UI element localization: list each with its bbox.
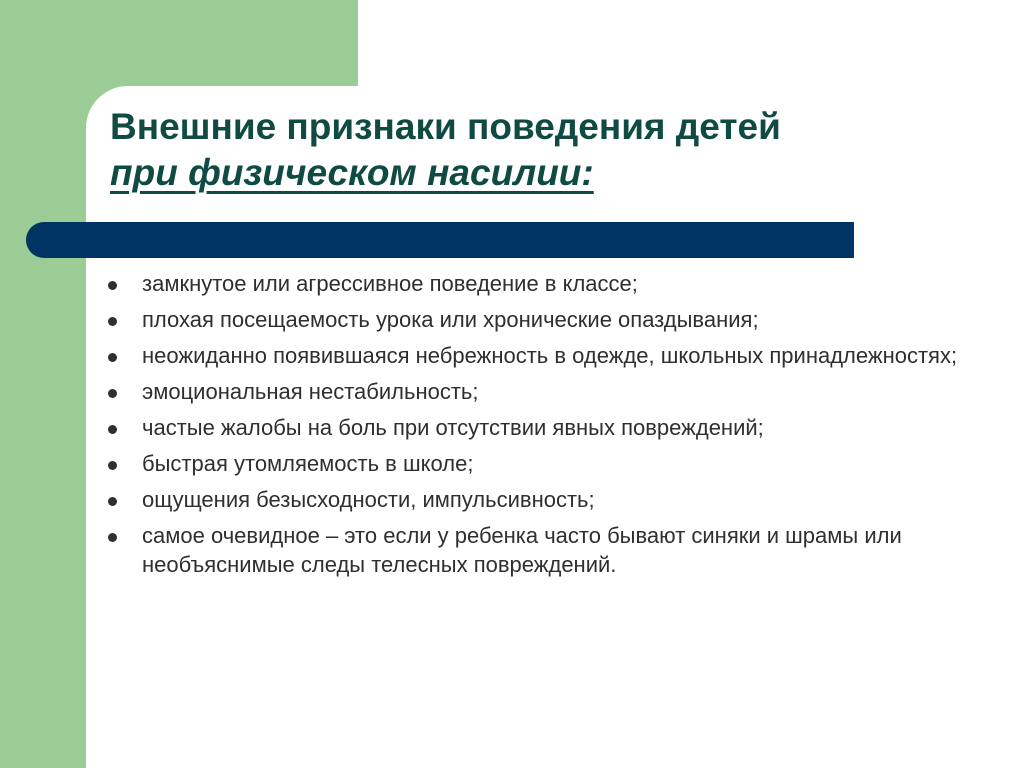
bullet-dot-icon [108, 533, 117, 542]
title-line-1: Внешние признаки поведения детей [110, 106, 781, 147]
bullet-text: плохая посещаемость урока или хронические опаздывания; [142, 307, 759, 332]
bullet-item [0, 341, 1024, 370]
bullet-text: неожиданно появившаяся небрежность в одежде, школьных принадлежностях; [142, 343, 958, 368]
bullet-text: эмоциональная нестабильность; [142, 379, 479, 404]
bullet-dot-icon [108, 353, 117, 362]
bullet-text: ощущения безысходности, импульсивность; [142, 487, 595, 512]
bullet-text: самое очевидное – это если у ребенка часто бывают синяки и шрамы или необъяснимые следы телесных повреждений. [142, 523, 902, 577]
title-line-2: при физическом насилии: [110, 152, 594, 193]
bullet-dot-icon [108, 461, 117, 470]
bullet-text: частые жалобы на боль при отсутствии явных повреждений; [142, 415, 764, 440]
bullet-dot-icon [108, 425, 117, 434]
bullet-list [0, 269, 1024, 586]
bullet-item [0, 413, 1024, 442]
bullet-dot-icon [108, 317, 117, 326]
bullet-text: быстрая утомляемость в школе; [142, 451, 474, 476]
bullet-item [0, 449, 1024, 478]
slide-title [110, 104, 990, 196]
bullet-dot-icon [108, 497, 117, 506]
bullet-dot-icon [108, 281, 117, 290]
bullet-dot-icon [108, 389, 117, 398]
decorative-navy-bar [26, 222, 854, 258]
bullet-item [0, 485, 1024, 514]
bullet-item [0, 377, 1024, 406]
bullet-item [0, 305, 1024, 334]
bullet-item [0, 269, 1024, 298]
bullet-item [0, 521, 1024, 579]
bullet-text: замкнутое или агрессивное поведение в классе; [142, 271, 638, 296]
